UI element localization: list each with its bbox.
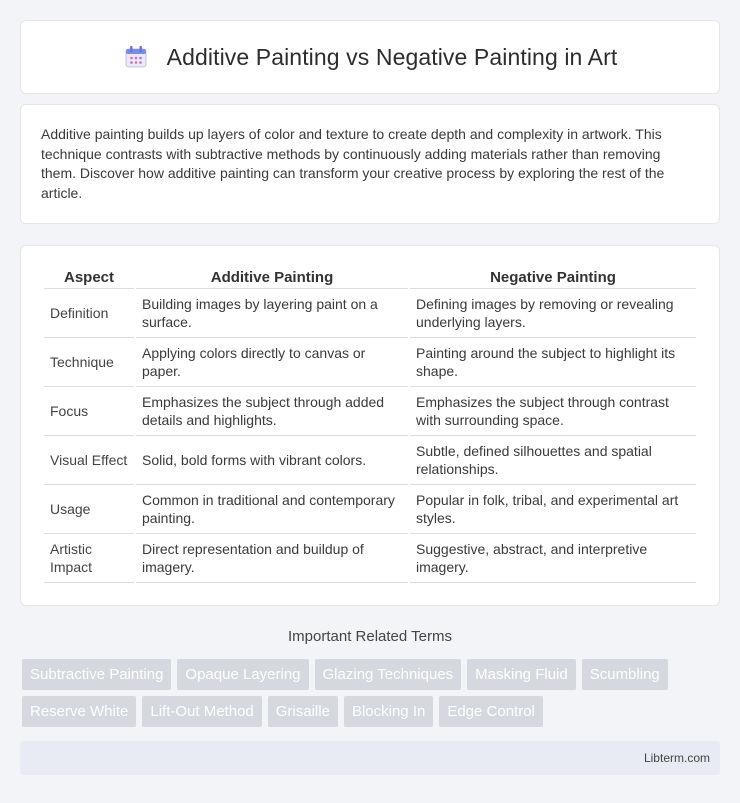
row-negative: Painting around the subject to highlight its shape. (410, 338, 696, 387)
row-aspect: Artistic Impact (44, 534, 134, 583)
tag-masking-fluid[interactable]: Masking Fluid (467, 659, 576, 690)
related-terms-list (22, 659, 718, 727)
row-additive: Applying colors directly to canvas or paper. (136, 338, 408, 387)
footer-brand-link[interactable]: Libterm.com (643, 751, 710, 765)
row-negative: Suggestive, abstract, and interpretive imagery. (410, 534, 696, 583)
table-header-row (44, 266, 696, 289)
table-row (44, 338, 696, 387)
row-aspect: Visual Effect (44, 436, 134, 485)
table-row (44, 485, 696, 534)
intro-card (20, 104, 720, 224)
table-row (44, 436, 696, 485)
table-row (44, 534, 696, 583)
row-additive: Common in traditional and contemporary painting. (136, 485, 408, 534)
row-negative: Popular in folk, tribal, and experimental art styles. (410, 485, 696, 534)
tag-grisaille[interactable]: Grisaille (268, 696, 338, 727)
table-row (44, 387, 696, 436)
row-aspect: Usage (44, 485, 134, 534)
tag-glazing-techniques[interactable]: Glazing Techniques (315, 659, 462, 690)
row-additive: Direct representation and buildup of imagery. (136, 534, 408, 583)
tag-scumbling[interactable]: Scumbling (582, 659, 668, 690)
intro-text: Additive painting builds up layers of color and texture to create depth and complexity in artwork. This technique contrasts with subtractive methods by continuously adding materials rather than removing them. Discover how additive painting can transform your creative process by exploring the rest of the article. (41, 126, 665, 201)
row-additive: Building images by layering paint on a surface. (136, 289, 408, 338)
tag-subtractive-painting[interactable]: Subtractive Painting (22, 659, 171, 690)
title-card (20, 20, 720, 94)
table-row (44, 289, 696, 338)
page-title: Additive Painting vs Negative Painting in Art (166, 43, 618, 70)
tag-lift-out-method[interactable]: Lift-Out Method (142, 696, 261, 727)
row-additive: Emphasizes the subject through added details and highlights. (136, 387, 408, 436)
comparison-table (42, 266, 698, 583)
tag-opaque-layering[interactable]: Opaque Layering (177, 659, 308, 690)
calendar-icon (123, 44, 149, 70)
column-header-negative: Negative Painting (410, 266, 696, 289)
footer (20, 741, 720, 775)
comparison-card (20, 245, 720, 606)
row-aspect: Definition (44, 289, 134, 338)
row-negative: Defining images by removing or revealing underlying layers. (410, 289, 696, 338)
tag-edge-control[interactable]: Edge Control (439, 696, 543, 727)
row-aspect: Focus (44, 387, 134, 436)
tag-reserve-white[interactable]: Reserve White (22, 696, 136, 727)
row-additive: Solid, bold forms with vibrant colors. (136, 436, 408, 485)
column-header-aspect: Aspect (44, 266, 134, 289)
row-negative: Subtle, defined silhouettes and spatial relationships. (410, 436, 696, 485)
column-header-additive: Additive Painting (136, 266, 408, 289)
row-aspect: Technique (44, 338, 134, 387)
related-terms-title: Important Related Terms (288, 628, 452, 645)
row-negative: Emphasizes the subject through contrast with surrounding space. (410, 387, 696, 436)
tag-blocking-in[interactable]: Blocking In (344, 696, 433, 727)
